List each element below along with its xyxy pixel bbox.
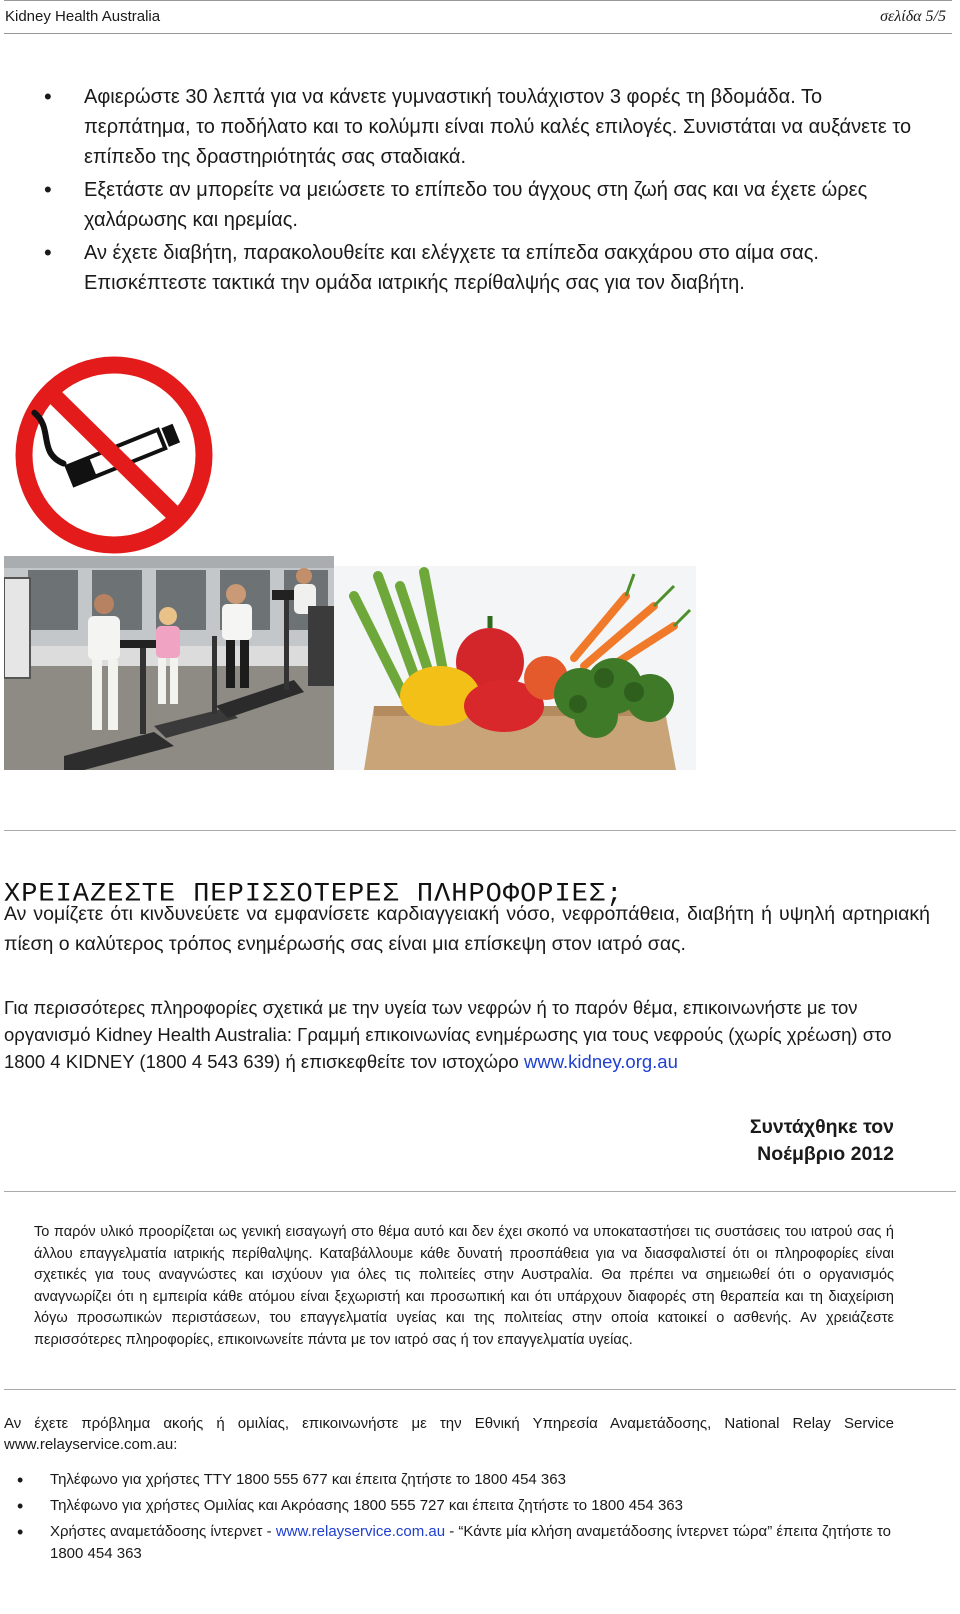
kidney-website-link[interactable]: www.kidney.org.au [523,1051,678,1072]
header-page-number: σελίδα 5/5 [880,8,946,25]
relay-internet-label: Χρήστες αναμετάδοσης ίντερνετ - [50,1523,272,1540]
contact-text: Για περισσότερες πληροφορίες σχετικά με την υγεία των νεφρών ή το παρόν θέμα, επικοινωνήστε με τον οργανισμό Kidney Health Australia: Γραμμή επικοινωνίας ενημέρωσης για τους νεφρούς (χωρίς χρέωση) στο 1800 4 KIDNEY (1800 4 543 639) ή επισκεφθείτε τον ιστοχώρο [4,997,892,1072]
list-item [0,1521,900,1565]
info-paragraph: Αν νομίζετε ότι κινδυνεύετε να εμφανίσετε καρδιαγγειακή νόσο, νεφροπάθεια, διαβήτη ή υψηλή αρτηριακή πίεση ο καλύτερος τρόπος ενημέρωσής σας είναι μια επίσκεψη στον ιατρό σας. [4,903,930,955]
relay-list [0,1469,900,1569]
list-item: • Τηλέφωνο για χρήστες TTY 1800 555 677 και έπειτα ζητήστε το 1800 454 363 [0,1469,900,1491]
contact-paragraph [4,994,930,1075]
disclaimer-divider [4,1191,956,1192]
list-item: • Τηλέφωνο για χρήστες Ομιλίας και Ακρόασης 1800 555 727 και έπειτα ζητήστε το 1800 454 363 [0,1495,900,1517]
section-divider [4,830,956,831]
vegetables-photo [334,566,696,770]
tips-list [0,82,940,301]
exercise-photo [4,556,334,770]
relay-divider [4,1389,956,1390]
list-item: • Αν έχετε διαβήτη, παρακολουθείτε και ελέγχετε τα επίπεδα σακχάρου στο αίμα σας. Επισκέπτεστε τακτικά την ομάδα ιατρικής περίθαλψής σας για τον διαβήτη. [0,238,940,298]
compiled-month: Νοέμβριο 2012 [757,1143,894,1165]
compiled-date [750,1114,894,1168]
list-item: • Εξετάστε αν μπορείτε να μειώσετε το επίπεδο του άγχους στη ζωή σας και να έχετε ώρες χαλάρωσης και ηρεμίας. [0,175,940,235]
header-organization: Kidney Health Australia [5,8,161,25]
compiled-label: Συντάχθηκε τον [749,1116,894,1138]
relay-internet-instructions: - “Κάντε μία κλήση αναμετάδοσης ίντερνετ τώρα” έπειτα ζητήστε το 1800 454 363 [50,1523,892,1562]
list-item: • Αφιερώστε 30 λεπτά για να κάνετε γυμναστική τουλάχιστον 3 φορές τη βδομάδα. Το περπάτημα, το ποδήλατο και το κολύμπι είναι πολύ καλές επιλογές. Συνιστάται να αυξάνετε το επίπεδο της δραστηριότητάς σας σταδιακά. [0,82,940,172]
relay-intro: Αν έχετε πρόβλημα ακοής ή ομιλίας, επικοινωνήστε με την Εθνική Υπηρεσία Αναμετάδοσης, National Relay Service www.relayservice.com.au: [4,1415,894,1453]
disclaimer-text: Το παρόν υλικό προορίζεται ως γενική εισαγωγή στο θέμα αυτό και δεν έχει σκοπό να υποκαταστήσει τις συστάσεις του ιατρού σας ή άλλου επαγγελματία ιατρικής περίθαλψης. Καταβάλλουμε κάθε δυνατή προσπάθεια για να διασφαλιστεί ότι οι πληροφορίες είναι σχετικές για τους αναγνώστες και ισχύουν για όλες τις πολιτείες στην Αυστραλία. Θα πρέπει να σημειωθεί ότι ο οργανισμός αναγνωρίζει ότι η εμπειρία κάθε ατόμου είναι ξεχωριστή και προσωπική και ότι υπάρχουν διαφορές στη θεραπεία και τη διαχείριση λόγω προσωπικών περιστάσεων, του επαγγελματία υγείας και της πολιτείας στην οποία κατοικεί ο ασθενής. Αν χρειάζεστε περισσότερες πληροφορίες, επικοινωνείτε πάντα με τον ιατρό σας ή τον επαγγελματία υγείας. [34,1224,894,1348]
page-header [4,0,952,34]
no-smoking-icon [6,352,222,558]
relay-website-link[interactable]: www.relayservice.com.au [275,1523,446,1540]
section-title: ΧΡΕΙΑΖΕΣΤΕ ΠΕΡΙΣΣΟΤΕΡΕΣ ΠΛΗΡΟΦΟΡΙΕΣ; [4,880,624,910]
